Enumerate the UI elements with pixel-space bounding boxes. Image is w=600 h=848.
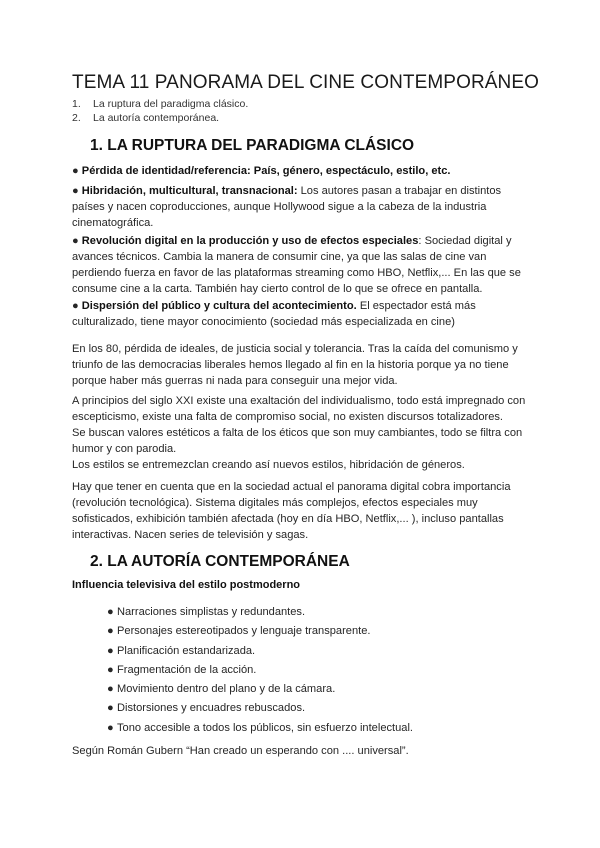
bullet-paragraph: [72, 183, 532, 231]
toc-item-number: 1.: [72, 98, 81, 110]
bullet-bold-text: Revolución digital en la producción y uso de efectos especiales: [81, 235, 419, 247]
table-of-contents: [72, 97, 248, 125]
bullet-glyph: ●: [107, 606, 114, 618]
bullet-glyph: ●: [72, 300, 79, 312]
body-paragraph: Hay que tener en cuenta que en la sociedad actual el panorama digital cobra importancia (revolución tecnológica). Sistema digitales más complejos, efectos especiales muy sofisticados, exhibición también afectada (hoy en día HBO, Netflix,... ), incluso pantallas interactivas. Nacen series de televisión y sagas.: [72, 481, 511, 541]
body-paragraph: Los estilos se entremezclan creando así nuevos estilos, hibridación de géneros.: [72, 459, 465, 471]
body-paragraph: Se buscan valores estéticos a falta de los éticos que son muy cambiantes, todo se filtra con humor y con parodia.: [72, 427, 523, 455]
section-heading-ruptura: 1. LA RUPTURA DEL PARADIGMA CLÁSICO: [90, 137, 415, 154]
list-item: [107, 700, 413, 719]
list-item: [107, 623, 413, 642]
list-item-text: Planificación estandarizada.: [117, 644, 256, 657]
closing-quote: Según Román Gubern “Han creado un esperando con .... universal”.: [72, 745, 409, 757]
list-item: [107, 662, 413, 681]
characteristics-list: [107, 604, 413, 739]
bullet-glyph: ●: [107, 721, 114, 734]
bullet-glyph: ●: [107, 625, 114, 638]
bullet-glyph: ●: [107, 683, 114, 696]
bullet-text: : Sociedad digital y avances técnicos. Cambia la manera de consumir cine, ya que las salas de cine van perdiendo fuerza en favor de las plataformas streaming como HBO, Netflix,... En las que se consume cine a la carta. También hay cierto control de lo que se ofrece en pantalla.: [72, 235, 521, 295]
bullet-glyph: ●: [72, 185, 79, 197]
list-item-text: Narraciones simplistas y redundantes.: [117, 606, 306, 618]
toc-item-number: 2.: [72, 112, 81, 124]
bullet-paragraph: [72, 163, 532, 179]
toc-item[interactable]: [72, 111, 248, 125]
list-item-text: Tono accesible a todos los públicos, sin esfuerzo intelectual.: [117, 721, 414, 734]
subsection-heading: Influencia televisiva del estilo postmoderno: [72, 579, 301, 591]
bullet-paragraph: [72, 298, 532, 330]
section-heading-autoria: 2. LA AUTORÍA CONTEMPORÁNEA: [90, 553, 350, 570]
toc-item-label: La ruptura del paradigma clásico.: [93, 98, 249, 110]
list-item: [107, 604, 413, 623]
list-item: [107, 720, 413, 739]
document-title: TEMA 11 PANORAMA DEL CINE CONTEMPORÁNEO: [72, 72, 540, 93]
list-item-text: Fragmentación de la acción.: [117, 663, 257, 676]
toc-item[interactable]: [72, 97, 248, 111]
list-item-text: Distorsiones y encuadres rebuscados.: [117, 702, 306, 715]
list-item-text: Movimiento dentro del plano y de la cámara.: [117, 683, 336, 696]
body-paragraph: A principios del siglo XXI existe una exaltación del individualismo, todo está impregnado con escepticismo, existe una falta de compromiso social, no existen discursos totalizadores.: [72, 395, 526, 423]
list-item: [107, 643, 413, 662]
toc-item-label: La autoría contemporánea.: [93, 112, 220, 124]
bullet-bold-text: Pérdida de identidad/referencia: País, género, espectáculo, estilo, etc.: [81, 165, 451, 177]
bullet-glyph: ●: [107, 663, 114, 676]
bullet-glyph: ●: [72, 165, 79, 177]
bullet-glyph: ●: [107, 702, 114, 715]
bullet-paragraph: [72, 233, 532, 297]
list-item: [107, 681, 413, 700]
bullet-bold-text: Dispersión del público y cultura del acontecimiento.: [81, 300, 357, 312]
bullet-glyph: ●: [72, 235, 79, 247]
list-item-text: Personajes estereotipados y lenguaje transparente.: [117, 625, 371, 638]
bullet-text: Los autores pasan a trabajar en distintos países y nacen coproducciones, aunque Hollywood sigue a la cabeza de la industria cinematográfica.: [72, 185, 502, 229]
bullet-bold-text: Hibridación, multicultural, transnacional:: [81, 185, 298, 197]
bullet-text: El espectador está más culturalizado, tiene mayor conocimiento (sociedad más especializada en cine): [72, 300, 476, 328]
bullet-glyph: ●: [107, 644, 114, 657]
body-paragraph: En los 80, pérdida de ideales, de justicia social y tolerancia. Tras la caída del comunismo y triunfo de las democracias liberales hemos llegado al fin en la historia porque ya no tiene porque haber más guerras ni nada para conseguir una mejor vida.: [72, 343, 518, 387]
